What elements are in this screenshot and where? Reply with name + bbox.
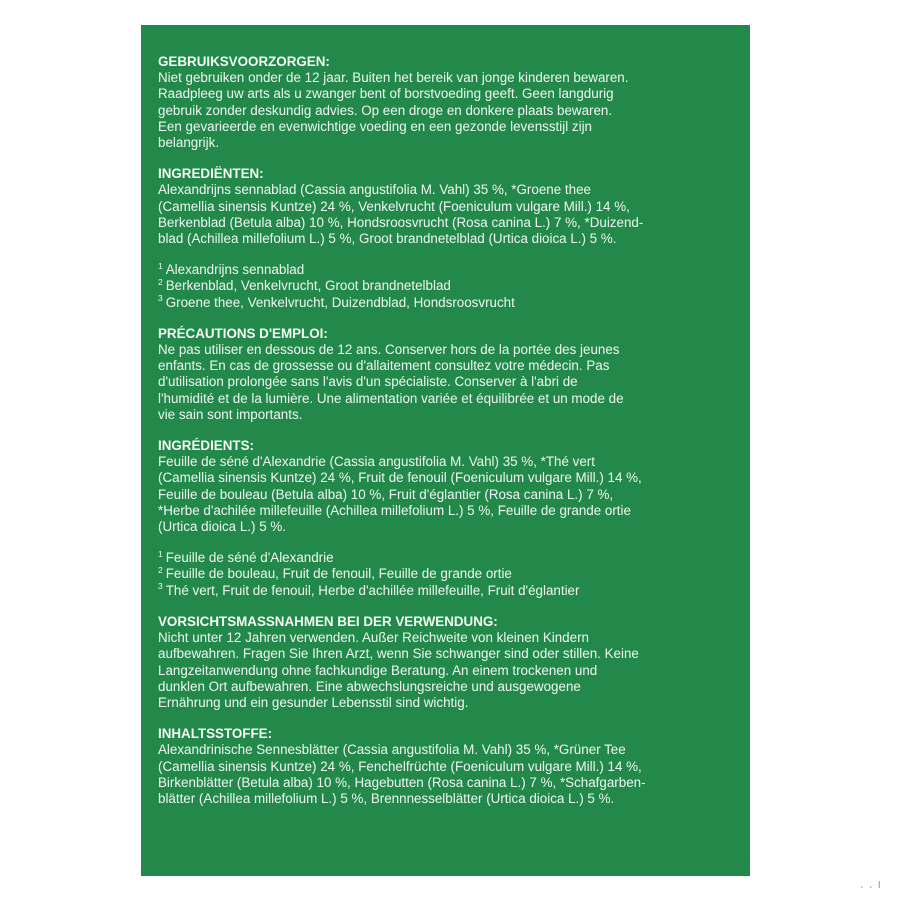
watermark-logo-fragment: ..ı (860, 877, 886, 891)
section-text: Alexandrinische Sennesblätter (Cassia angustifolia M. Vahl) 35 %, *Grüner Tee (Camellia sinensis Kuntze) 24 %, Fenchelfrüchte (Foeniculum vulgare Mill.) 14 %, Birkenblätter (Betula alba) 10 %, Hagebutten (Rosa canina L.) 7 %, *Schafgarben- blätter (Achillea millefolium L.) 5 %, Brennnesselblätter (Urtica dioica L.) 5 %. (158, 742, 646, 806)
footnote-number: 3 (158, 581, 163, 592)
section-ingredienten (158, 166, 736, 247)
footnote-number: 2 (158, 276, 163, 287)
section-heading: GEBRUIKSVOORZORGEN: (158, 54, 330, 69)
footnote-list-nl (158, 262, 736, 311)
section-heading: INHALTSSTOFFE: (158, 726, 273, 742)
footnote-list-fr (158, 550, 736, 599)
section-heading: INGRÉDIENTS: (158, 438, 254, 454)
section-gebruiksvoorzorgen (158, 54, 736, 151)
section-ingredients-fr (158, 438, 736, 535)
footnote-item (158, 295, 736, 311)
footnote-text: Alexandrijns sennablad (165, 262, 305, 278)
section-text: Niet gebruiken onder de 12 jaar. Buiten het bereik van jonge kinderen bewaren. Raadpleeg uw arts als u zwanger bent of borstvoeding geeft. Geen langdurig gebruik zonder deskundig advies. Op een droge en donkere plaats bewaren. Een gevarieerde en evenwichtige voeding en een gezonde levensstijl zijn belangrijk. (158, 70, 629, 151)
section-heading: VORSICHTSMASSNAHMEN BEI DER VERWENDUNG: (158, 613, 498, 629)
footnote-number: 2 (158, 565, 163, 576)
footnote-number: 3 (158, 293, 163, 304)
section-vorsichtsmassnahmen (158, 614, 736, 711)
footnote-item (158, 550, 736, 566)
footnote-text: Groene thee, Venkelvrucht, Duizendblad, Hondsroosvrucht (165, 294, 515, 310)
section-text: Nicht unter 12 Jahren verwenden. Außer Reichweite von kleinen Kindern aufbewahren. Fragen Sie Ihren Arzt, wenn Sie schwanger sind oder stillen. Keine Langzeitanwendung ohne fachkundige Beratung. An einem trockenen und dunklen Ort aufbewahren. Eine abwechslungsreiche und ausgewogene Ernährung und ein gesunder Lebensstil sind wichtig. (158, 630, 639, 710)
footnote-text: Feuille de bouleau, Fruit de fenouil, Feuille de grande ortie (165, 566, 512, 582)
label-panel (141, 25, 750, 876)
footnote-text: Thé vert, Fruit de fenouil, Herbe d'achillée millefeuille, Fruit d'églantier (165, 582, 580, 598)
footnote-number: 1 (158, 548, 163, 559)
section-precautions (158, 326, 736, 423)
section-heading: PRÉCAUTIONS D'EMPLOI: (158, 325, 328, 341)
footnote-number: 1 (158, 260, 163, 271)
section-inhaltsstoffe (158, 726, 736, 807)
section-text: Feuille de séné d'Alexandrie (Cassia angustifolia M. Vahl) 35 %, *Thé vert (Camellia sinensis Kuntze) 24 %, Fruit de fenouil (Foeniculum vulgare Mill.) 14 %, Feuille de bouleau (Betula alba) 10 %, Fruit d'églantier (Rosa canina L.) 7 %, *Herbe d'achilée millefeuille (Achillea millefolium L.) 5 %, Feuille de grande ortie (Urtica dioica L.) 5 %. (158, 454, 642, 535)
footnote-item (158, 566, 736, 582)
footnote-text: Feuille de séné d'Alexandrie (165, 550, 334, 566)
section-text: Alexandrijns sennablad (Cassia angustifolia M. Vahl) 35 %, *Groene thee (Camellia sinensis Kuntze) 24 %, Venkelvrucht (Foeniculum vulgare Mill.) 14 %, Berkenblad (Betula alba) 10 %, Hondsroosvrucht (Rosa canina L.) 7 %, *Duizend- blad (Achillea millefolium L.) 5 %, Groot brandnetelblad (Urtica dioica L.) 5 %. (158, 182, 644, 247)
footnote-item (158, 583, 736, 599)
footnote-text: Berkenblad, Venkelvrucht, Groot brandnetelblad (165, 278, 451, 294)
section-text: Ne pas utiliser en dessous de 12 ans. Conserver hors de la portée des jeunes enfants. En cas de grossesse ou d'allaitement consultez votre médecin. Pas d'utilisation prolongée sans l'avis d'un spécialiste. Conserver à l'abri de l'humidité et de la lumière. Une alimentation variée et équilibrée et un mode de vie sain sont importants. (158, 342, 624, 422)
section-heading: INGREDIËNTEN: (158, 166, 264, 182)
footnote-item (158, 262, 736, 278)
footnote-item (158, 278, 736, 294)
